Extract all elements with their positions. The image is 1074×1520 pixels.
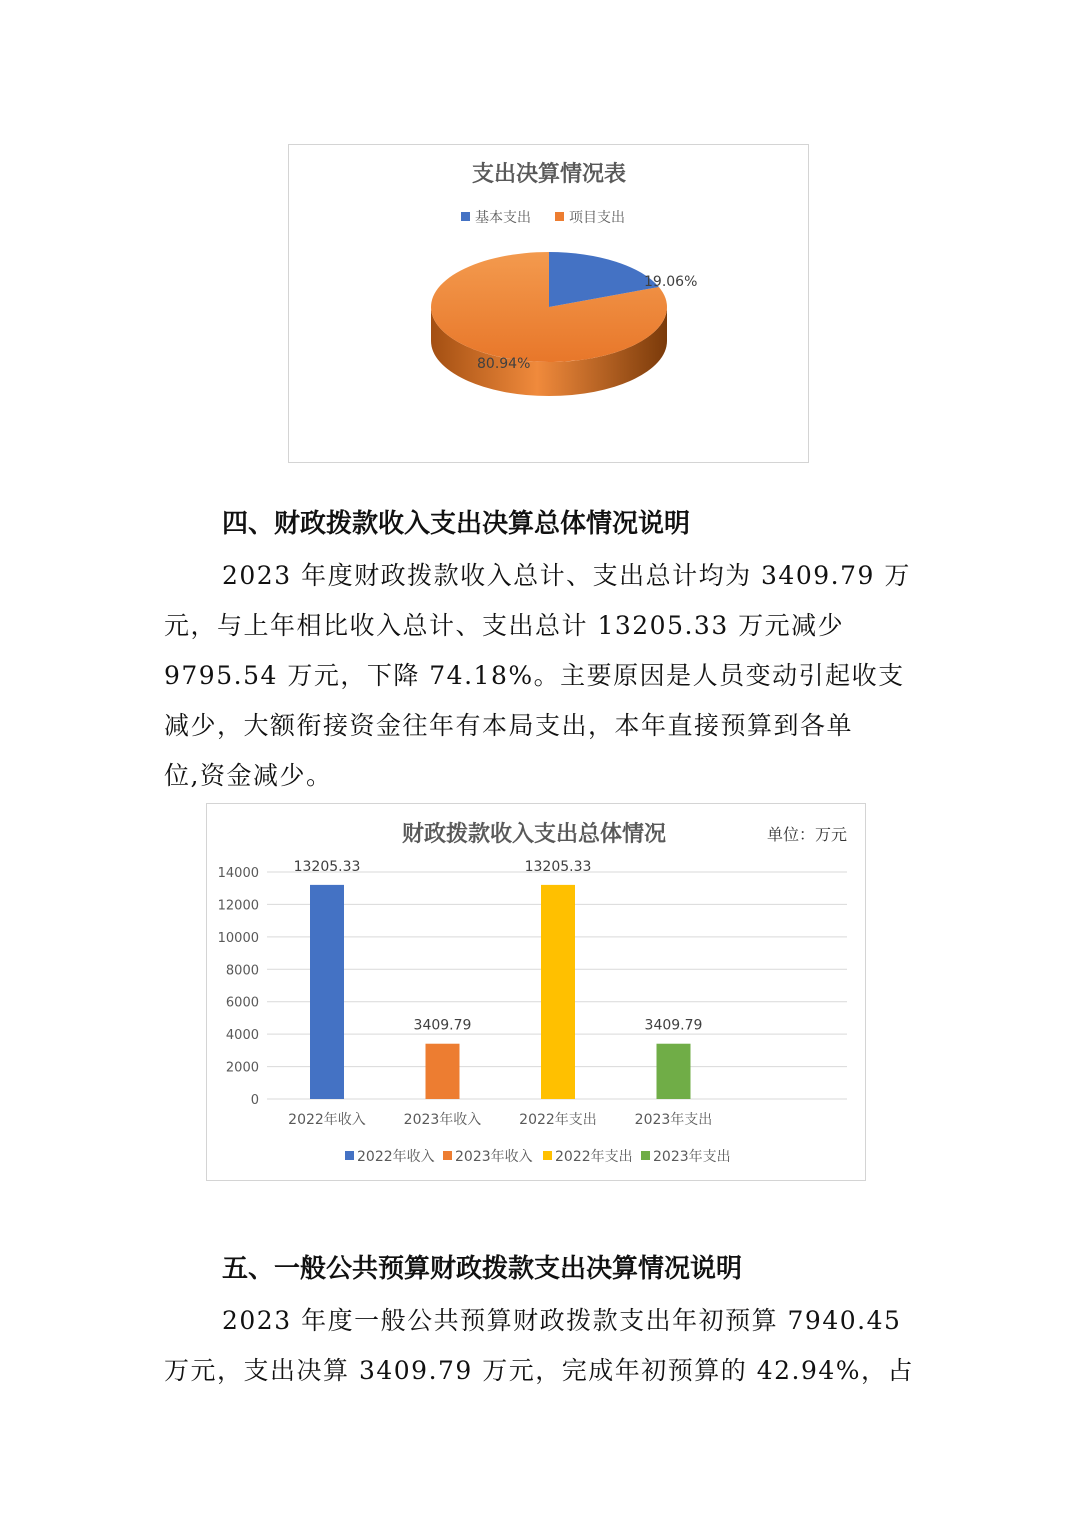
y-tick-label: 10000 <box>217 930 259 946</box>
bar-chart-canvas <box>207 804 867 1182</box>
bar <box>541 885 575 1099</box>
section-4-line-5: 位,资金减少。 <box>164 761 333 790</box>
x-tick-label: 2023年收入 <box>403 1112 482 1128</box>
legend-swatch <box>345 1151 354 1160</box>
section-5-heading: 五、一般公共预算财政拨款支出决算情况说明 <box>222 1254 743 1284</box>
bar <box>426 1044 460 1099</box>
pie-data-label-project: 80.94% <box>477 356 531 372</box>
bar-data-label: 3409.79 <box>644 1017 703 1034</box>
legend-swatch <box>641 1151 650 1160</box>
pie-chart-canvas <box>289 145 810 464</box>
section-4-line-2: 元，与上年相比收入总计、支出总计 13205.33 万元减少 <box>164 611 845 640</box>
bar-y-axis-ticks <box>218 866 259 1108</box>
legend-swatch <box>443 1151 452 1160</box>
y-tick-label: 14000 <box>217 866 259 881</box>
section-4-line-4: 减少，大额衔接资金往年有本局支出，本年直接预算到各单 <box>164 711 854 740</box>
legend-label: 2022年收入 <box>357 1149 435 1165</box>
legend-swatch-project <box>555 212 564 221</box>
x-tick-label: 2022年收入 <box>288 1112 366 1128</box>
bar <box>310 885 344 1099</box>
expenditure-pie-chart <box>288 144 809 463</box>
section-4-line-1: 2023 年度财政拨款收入总计、支出总计均为 3409.79 万 <box>222 561 911 590</box>
y-tick-label: 0 <box>250 1093 259 1108</box>
bar-chart-title: 财政拨款收入支出总体情况 <box>401 822 667 847</box>
legend-swatch <box>543 1151 552 1160</box>
legend-label-project: 项目支出 <box>569 210 625 226</box>
y-tick-label: 6000 <box>225 995 259 1011</box>
legend-label: 2023年支出 <box>653 1149 731 1165</box>
legend-swatch-basic <box>461 212 470 221</box>
bar-legend <box>345 1148 731 1165</box>
bar-chart-unit: 单位：万元 <box>767 825 848 844</box>
pie-chart-title: 支出决算情况表 <box>471 162 627 187</box>
pie-data-label-basic: 19.06% <box>644 274 698 290</box>
y-tick-label: 2000 <box>225 1060 259 1076</box>
section-4-line-3: 9795.54 万元，下降 74.18%。主要原因是人员变动引起收支 <box>164 661 905 690</box>
x-tick-label: 2023年支出 <box>634 1112 713 1128</box>
pie-legend <box>461 209 625 226</box>
y-tick-label: 8000 <box>225 963 259 979</box>
legend-label-basic: 基本支出 <box>475 210 531 226</box>
bar <box>657 1044 691 1099</box>
bar-data-label: 13205.33 <box>293 858 361 875</box>
bar-data-labels <box>294 859 703 1034</box>
section-4-heading: 四、财政拨款收入支出决算总体情况说明 <box>222 509 691 539</box>
pie-slices <box>431 252 667 396</box>
bar-data-label: 3409.79 <box>413 1017 472 1034</box>
bar-x-axis-ticks <box>288 1111 712 1128</box>
x-tick-label: 2022年支出 <box>519 1112 597 1128</box>
appropriation-bar-chart <box>206 803 866 1181</box>
legend-label: 2023年收入 <box>455 1149 533 1165</box>
y-tick-label: 4000 <box>225 1028 259 1044</box>
section-5-line-2: 万元，支出决算 3409.79 万元，完成年初预算的 42.94%，占 <box>164 1356 915 1385</box>
bar-data-label: 13205.33 <box>524 858 592 875</box>
section-5-line-1: 2023 年度一般公共预算财政拨款支出年初预算 7940.45 <box>222 1306 902 1335</box>
y-tick-label: 12000 <box>217 898 259 914</box>
legend-label: 2022年支出 <box>555 1149 633 1165</box>
